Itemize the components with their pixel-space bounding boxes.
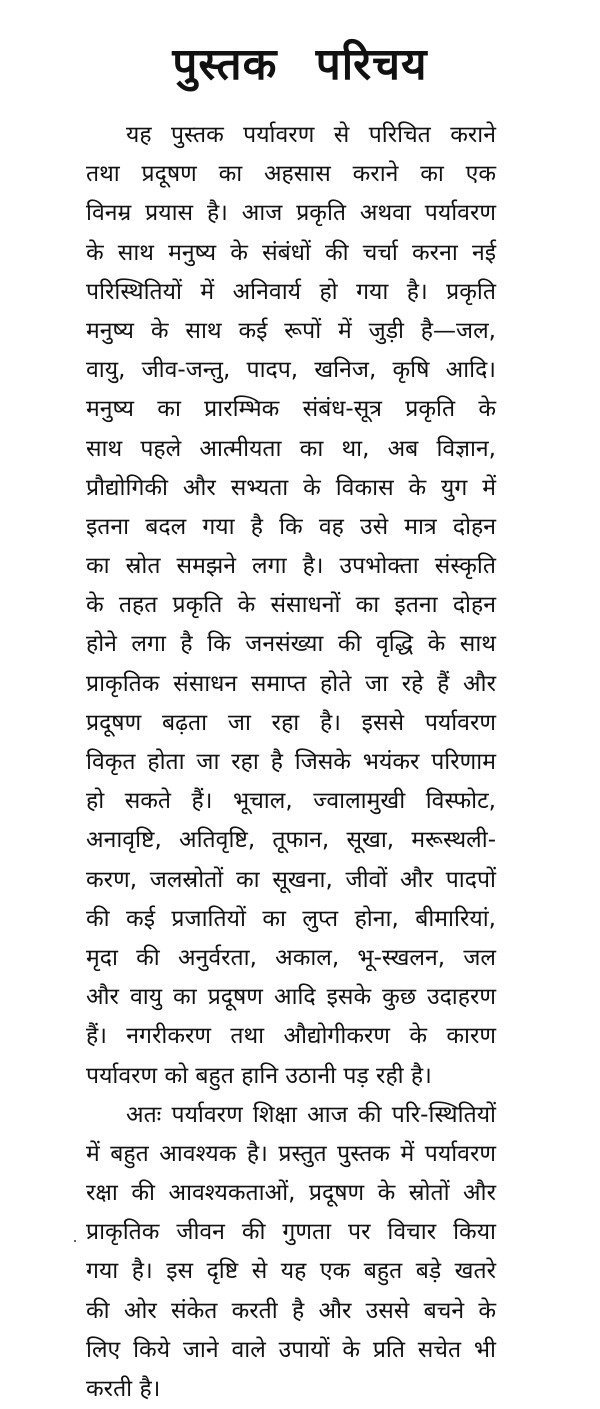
paragraph-line: और वायु का प्रदूषण आदि इसके कुछ उदाहरण bbox=[86, 984, 496, 1011]
paragraph-line: विनम्र प्रयास है। आज प्रकृति अथवा पर्यावरण bbox=[86, 200, 496, 227]
paragraph-line: वायु, जीव-जन्तु, पादप, खनिज, कृषि आदि। bbox=[86, 357, 496, 384]
paragraph-line: मृदा की अनुर्वरता, अकाल, भू-स्खलन, जल bbox=[86, 944, 496, 971]
paragraph-line: प्रदूषण बढ़ता जा रहा है। इससे पर्यावरण bbox=[86, 709, 496, 736]
paragraph-line: परिस्थितियों में अनिवार्य हो गया है। प्रकृति bbox=[86, 278, 496, 305]
paragraph-line: के तहत प्रकृति के संसाधनों का इतना दोहन bbox=[86, 592, 496, 619]
paragraph-line: हो सकते हैं। भूचाल, ज्वालामुखी विस्फोट, bbox=[86, 788, 496, 815]
paragraph-line: करती है। bbox=[86, 1376, 161, 1402]
paragraph-line: इतना बदल गया है कि वह उसे मात्र दोहन bbox=[86, 513, 496, 540]
page-title: पुस्तक परिचय bbox=[172, 39, 428, 90]
paragraph-line: के साथ मनुष्य के संबंधों की चर्चा करना नई bbox=[86, 239, 496, 266]
paragraph-line: अतः पर्यावरण शिक्षा आज की परि-स्थितियों bbox=[126, 1101, 496, 1128]
paragraph-line: प्राकृतिक जीवन की गुणता पर विचार किया bbox=[86, 1219, 496, 1246]
paragraph-line: रक्षा की आवश्यकताओं, प्रदूषण के स्रोतों और bbox=[86, 1180, 496, 1207]
paragraph-line: का स्रोत समझने लगा है। उपभोक्ता संस्कृति bbox=[86, 553, 496, 580]
paragraph-line: प्राकृतिक संसाधन समाप्त होते जा रहे हैं और bbox=[86, 670, 496, 697]
paragraph-line: साथ पहले आत्मीयता का था, अब विज्ञान, bbox=[86, 435, 496, 462]
paragraph-line: विकृत होता जा रहा है जिसके भयंकर परिणाम bbox=[86, 749, 496, 775]
document-body bbox=[86, 116, 496, 1409]
paragraph-line: मनुष्य के साथ कई रूपों में जुड़ी है—जल, bbox=[86, 317, 496, 344]
paragraph-line: गया है। इस दृष्टि से यह एक बहुत बड़े खतरे bbox=[86, 1258, 496, 1285]
paragraph-line: प्रौद्योगिकी और सभ्यता के विकास के युग में bbox=[86, 474, 496, 501]
paragraph-line: करण, जलस्रोतों का सूखना, जीवों और पादपों bbox=[86, 866, 496, 893]
paragraph-line: लिए किये जाने वाले उपायों के प्रति सचेत भी bbox=[86, 1336, 496, 1363]
paragraph-line: पर्यावरण को बहुत हानि उठानी पड़ रही है। bbox=[86, 1062, 432, 1089]
paragraph-line: मनुष्य का प्रारम्भिक संबंध-सूत्र प्रकृति के bbox=[86, 396, 496, 423]
paragraph-line: अनावृष्टि, अतिवृष्टि, तूफान, सूखा, मरूस्थली- bbox=[86, 827, 496, 854]
scan-speck bbox=[74, 1240, 76, 1242]
paragraph-line: तथा प्रदूषण का अहसास कराने का एक bbox=[86, 161, 496, 188]
paragraph-line: की ओर संकेत करती है और उससे बचने के bbox=[86, 1297, 496, 1324]
paragraph-line: हैं। नगरीकरण तथा औद्योगीकरण के कारण bbox=[86, 1023, 496, 1050]
paragraph-line: होने लगा है कि जनसंख्या की वृद्धि के साथ bbox=[86, 631, 496, 658]
paragraph-line: में बहुत आवश्यक है। प्रस्तुत पुस्तक में पर्यावरण bbox=[86, 1140, 496, 1167]
paragraph-line: यह पुस्तक पर्यावरण से परिचित कराने bbox=[126, 122, 496, 148]
paragraph-line: की कई प्रजातियों का लुप्त होना, बीमारियां, bbox=[86, 905, 496, 932]
